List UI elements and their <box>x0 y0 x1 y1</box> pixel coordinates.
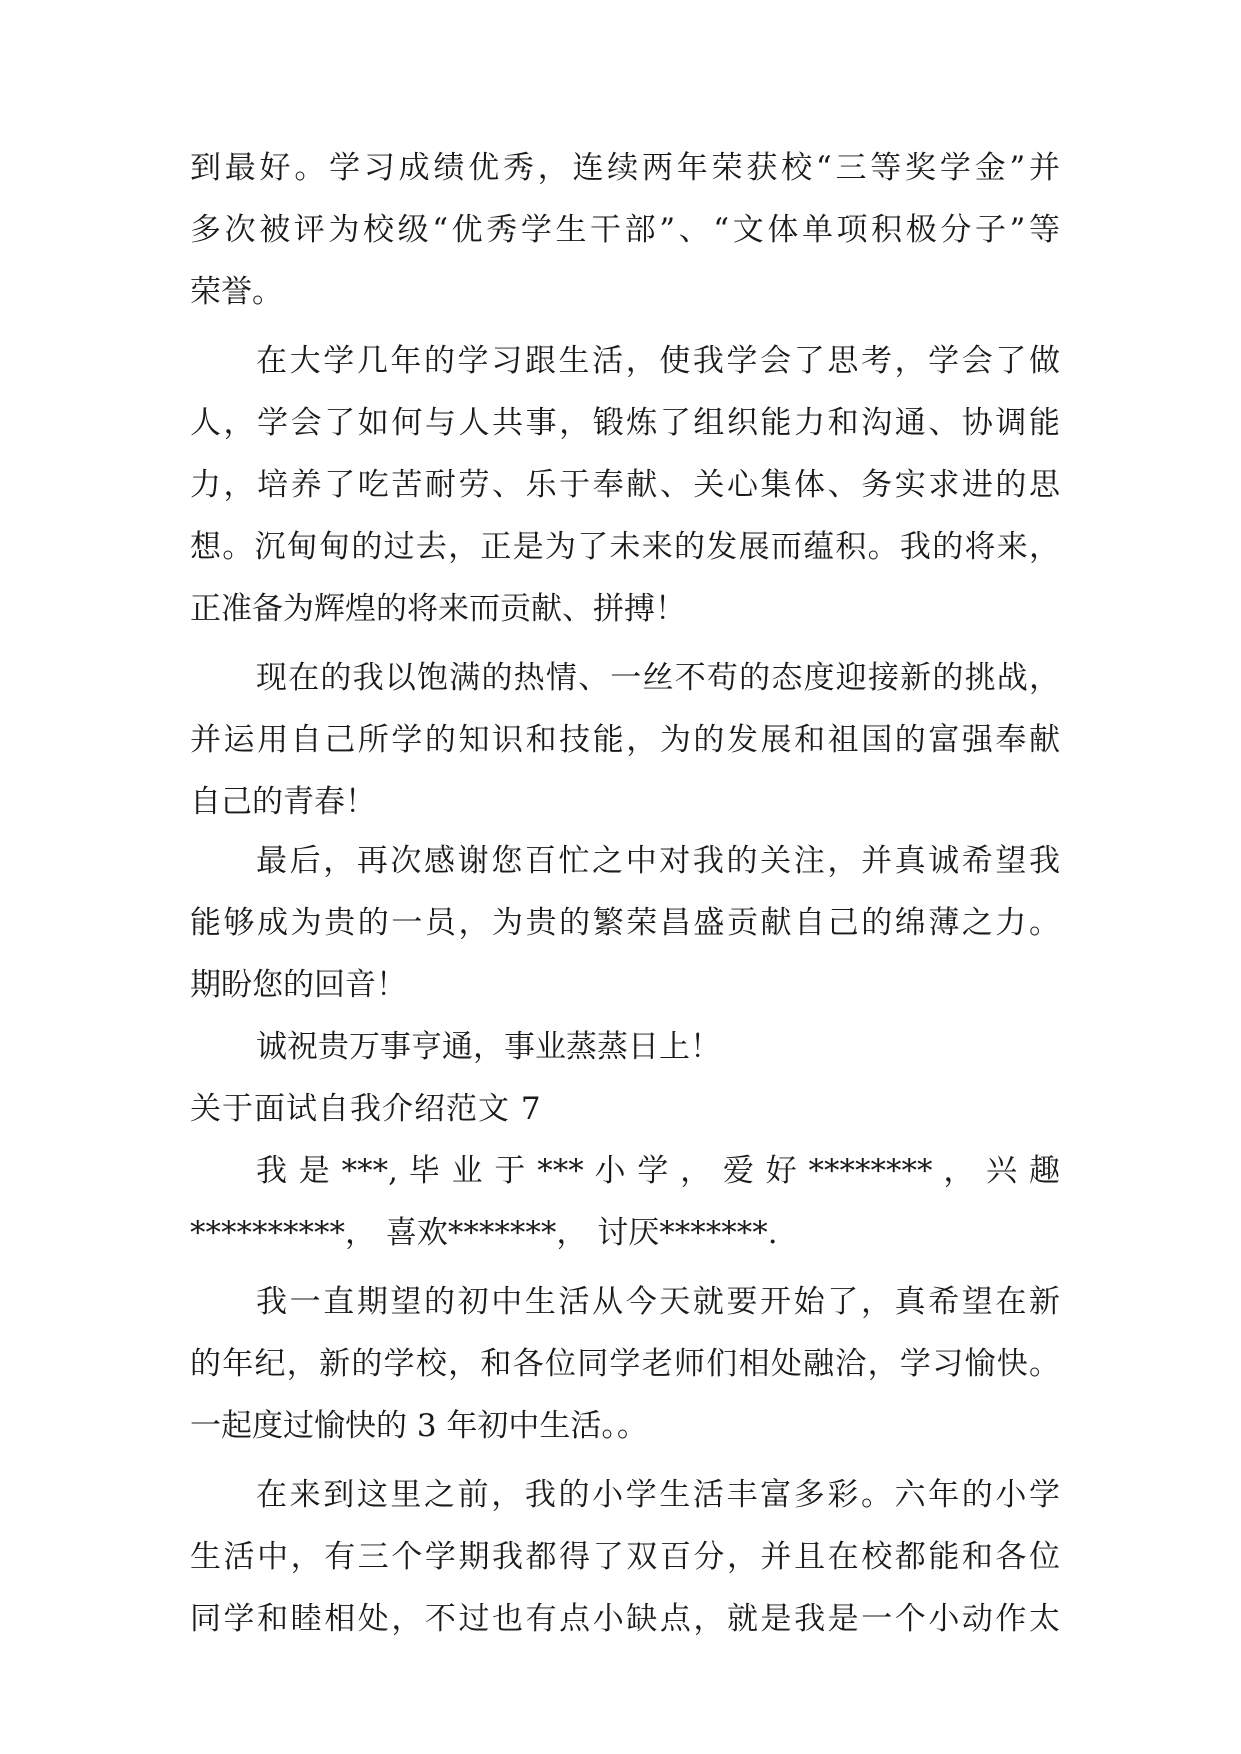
text-line: 力，培养了吃苦耐劳、乐于奉献、关心集体、务实求进的思 <box>190 467 1060 503</box>
text-line: 荣誉。 <box>190 274 283 310</box>
text-line: 正准备为辉煌的将来而贡献、拼搏！ <box>190 591 686 627</box>
text-line: 并运用自己所学的知识和技能，为的发展和祖国的富强奉献 <box>190 722 1060 758</box>
paragraph-first-line: 我一直期望的初中生活从今天就要开始了，真希望在新 <box>256 1284 1060 1320</box>
text-line: 的年纪，新的学校，和各位同学老师们相处融洽，学习愉快。 <box>190 1346 1060 1382</box>
text-line: 生活中，有三个学期我都得了双百分，并且在校都能和各位 <box>190 1539 1060 1575</box>
text-line: 一起度过愉快的 3 年初中生活。。 <box>190 1408 648 1444</box>
text-line: 想。沉甸甸的过去，正是为了未来的发展而蕴积。我的将来， <box>190 529 1060 565</box>
paragraph-first-line: 我 是 ***, 毕 业 于 *** 小 学 ， 爱 好 ******** ， 兴 趣 <box>256 1153 1060 1189</box>
paragraph-first-line: 现在的我以饱满的热情、一丝不苟的态度迎接新的挑战， <box>256 660 1060 696</box>
text-line: 人，学会了如何与人共事，锻炼了组织能力和沟通、协调能 <box>190 405 1060 441</box>
text-line: 同学和睦相处，不过也有点小缺点，就是我是一个小动作太 <box>190 1601 1060 1637</box>
paragraph-first-line: 在大学几年的学习跟生活，使我学会了思考，学会了做 <box>256 343 1060 379</box>
text-line: 到最好。学习成绩优秀，连续两年荣获校“三等奖学金”并 <box>190 150 1060 186</box>
paragraph-first-line: 在来到这里之前，我的小学生活丰富多彩。六年的小学 <box>256 1477 1060 1513</box>
section-heading: 关于面试自我介绍范文 7 <box>190 1091 542 1127</box>
paragraph-first-line: 最后，再次感谢您百忙之中对我的关注，并真诚希望我 <box>256 843 1060 879</box>
paragraph-first-line: 诚祝贵万事亨通，事业蒸蒸日上！ <box>256 1029 721 1065</box>
text-line: 多次被评为校级“优秀学生干部”、“文体单项积极分子”等 <box>190 212 1060 248</box>
text-line: 自己的青春！ <box>190 784 376 820</box>
text-line: 能够成为贵的一员，为贵的繁荣昌盛贡献自己的绵薄之力。 <box>190 905 1060 941</box>
text-line: **********， 喜欢*******， 讨厌*******. <box>190 1215 778 1251</box>
text-line: 期盼您的回音！ <box>190 967 407 1003</box>
